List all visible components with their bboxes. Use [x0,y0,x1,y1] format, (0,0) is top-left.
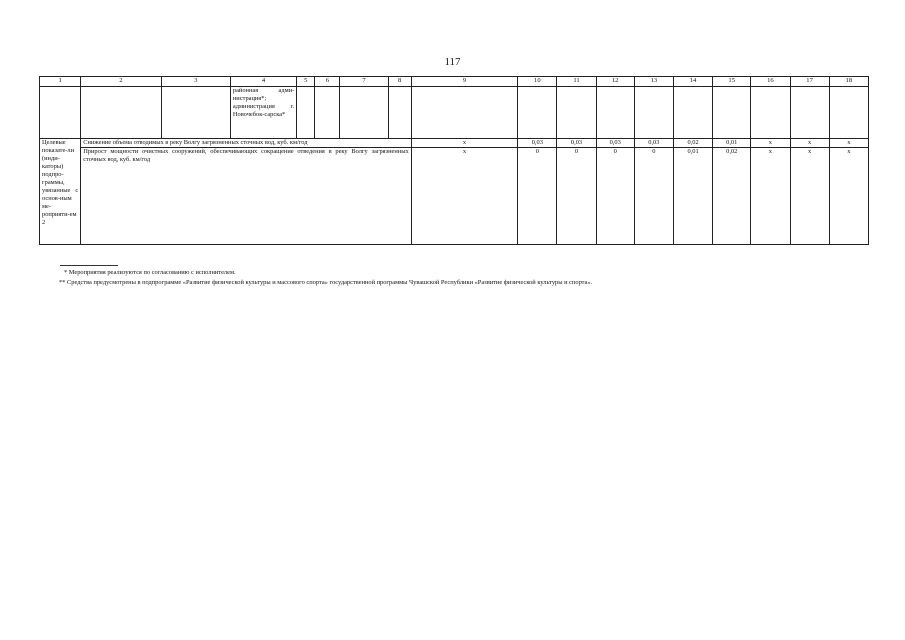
table-cell [751,87,790,139]
table-cell [388,87,411,139]
table-cell: 0 [557,148,596,245]
table-cell: 0,03 [518,139,557,148]
table-cell [315,87,340,139]
table-cell [340,87,388,139]
col-header: 5 [297,77,315,87]
table-cell: 0,02 [673,139,712,148]
indicator-group-label: Целевые показате-ли (инди-каторы) подпро-граммы, увязанные с основ-ным ме-роприяти-ем 2 [40,139,81,245]
col-header: 10 [518,77,557,87]
executor-cell: районная адми-нистрация*; администрация г. Новочебок-сарска* [230,87,296,139]
column-number-row [40,77,869,87]
col-header: 11 [557,77,596,87]
table-cell [713,87,751,139]
footnotes [59,268,592,288]
table-cell: 0,01 [673,148,712,245]
table-cell: х [411,148,518,245]
table-cell [557,87,596,139]
col-header: 4 [230,77,296,87]
col-header: 3 [161,77,230,87]
footnote: * Мероприятия реализуются по согласованию с исполнителем. [64,269,236,276]
table-cell [81,87,161,139]
col-header: 17 [790,77,829,87]
table-cell [596,87,634,139]
table-cell: 0,02 [713,148,751,245]
col-header: 7 [340,77,388,87]
col-header: 8 [388,77,411,87]
col-header: 12 [596,77,634,87]
table-cell: х [829,148,868,245]
table-cell: 0,01 [713,139,751,148]
col-header: 6 [315,77,340,87]
table-cell [790,87,829,139]
col-header: 15 [713,77,751,87]
col-header: 1 [40,77,81,87]
table-cell [297,87,315,139]
budget-table [39,76,869,245]
indicator-name: Прирост мощности очистных сооружений, обеспечивающих сокращение отведения в реку Волгу загрязненных сточных вод, куб. км/год [81,148,412,245]
indicator-row [40,139,869,148]
table-cell: х [790,139,829,148]
table-cell: 0,03 [557,139,596,148]
table-cell [673,87,712,139]
table-cell [411,87,518,139]
table-cell: 0 [596,148,634,245]
table-cell: х [751,148,790,245]
footnote: ** Средства предусмотрены в подпрограмме «Развитие физической культуры и массового спорта» государственной программы Чувашской Республики «Развитие физической культуры и спорта». [59,279,593,286]
col-header: 16 [751,77,790,87]
continuation-row [40,87,869,139]
table-cell [829,87,868,139]
col-header: 18 [829,77,868,87]
table-cell: х [751,139,790,148]
page-number: 117 [444,56,461,68]
table-cell: 0,03 [596,139,634,148]
col-header: 9 [411,77,518,87]
indicator-name: Снижение объема отводимых в реку Волгу загрязненных сточных вод, куб. км/год [81,139,412,148]
footnote-separator [60,265,118,266]
table-cell: 0 [634,148,673,245]
table-cell: х [790,148,829,245]
table-cell [518,87,557,139]
table-cell: 0 [518,148,557,245]
col-header: 13 [634,77,673,87]
table-cell [161,87,230,139]
col-header: 14 [673,77,712,87]
indicator-row [40,148,869,245]
table-cell: 0,03 [634,139,673,148]
table-cell: х [829,139,868,148]
table-cell [634,87,673,139]
table-cell: х [411,139,518,148]
col-header: 2 [81,77,161,87]
table-cell [40,87,81,139]
